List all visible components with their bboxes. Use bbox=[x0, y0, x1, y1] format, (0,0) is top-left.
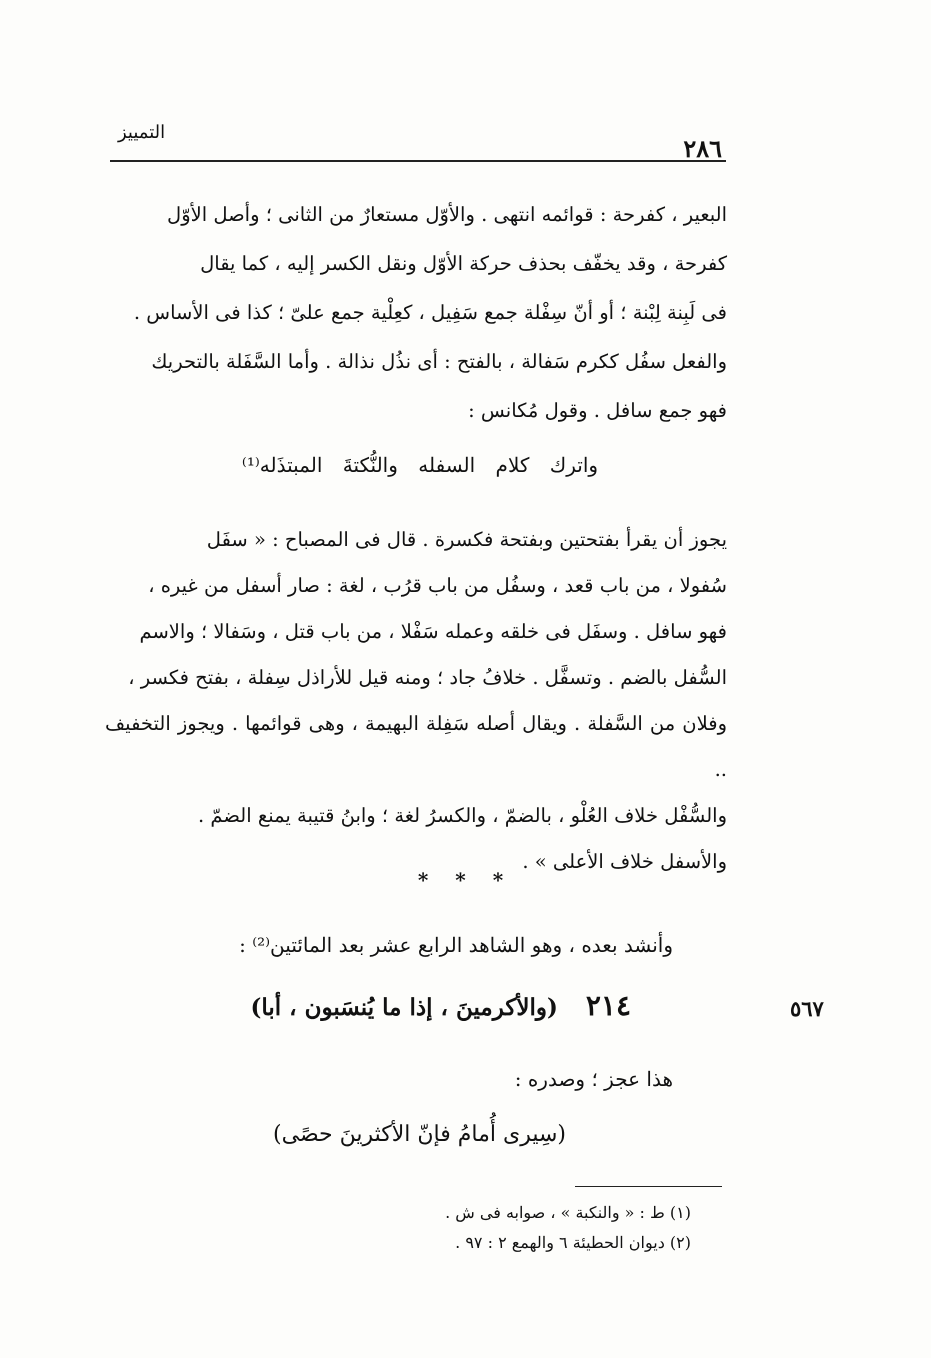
text-line: والأسفل خلاف الأعلى » . bbox=[522, 850, 727, 873]
hatha-line: هذا عجز ؛ وصدره : bbox=[514, 1067, 673, 1091]
text-line: فهو سافل . وسفَل فى خلقه وعمله سَفْلا ، من باب قتل ، وسَفالا ؛ والاسم bbox=[139, 620, 727, 643]
paragraph-2 bbox=[105, 517, 727, 885]
page-number: ٢٨٦ bbox=[683, 134, 722, 163]
footnote-1: (١) ط : « والنكبة » ، صوابه فى ش . bbox=[445, 1203, 691, 1222]
text-line: يجوز أن يقرأ بفتحتين وبفتحة فكسرة . قال فى المصباح : « سفَل bbox=[206, 528, 727, 551]
text-line: السُّفل بالضم . وتسفَّل . خلافُ جاد ؛ ومنه قيل للأراذل سِفلة ، بفتح فكسر ، bbox=[128, 666, 727, 689]
section-separator: * * * bbox=[417, 868, 514, 892]
verse-text: (والأكرمينَ ، إذا ما يُنسَبون ، أبا) bbox=[250, 994, 558, 1021]
text-line: والسُّفْل خلاف العُلْو ، بالضمّ ، والكسرُ لغة ؛ وابنُ قتيبة يمنع الضمّ . bbox=[197, 804, 727, 827]
footnotes bbox=[445, 1198, 691, 1258]
running-title: التمييز bbox=[118, 122, 166, 143]
text-line: والفعل سفُل ككرم سَفالة ، بالفتح : أى نذُل نذالة . وأما السَّفَلة بالتحريك bbox=[151, 350, 727, 373]
sadr-line: (سِيرى أُمامُ فإنّ الأكثرينَ حصًى) bbox=[273, 1122, 566, 1147]
footnote-2: (٢) ديوان الحطيئة ٦ والهمع ٢ : ٩٧ . bbox=[455, 1233, 691, 1252]
header-rule bbox=[110, 160, 726, 162]
text-line: وفلان من السَّفلة . ويقال أصله سَفِلة البهيمة ، وهى قوائمها . ويجوز التخفيف .. bbox=[105, 712, 727, 781]
quoted-verse: واترك كلام السفله والنُّكتةَ المبتذَله⁽¹⁾ bbox=[241, 453, 599, 477]
verse-number: ٢١٤ bbox=[585, 989, 631, 1022]
page-header bbox=[110, 118, 722, 163]
margin-number: ٥٦٧ bbox=[790, 996, 824, 1021]
verse-214 bbox=[250, 978, 631, 1036]
text-line: سُفولا ، من باب قعد ، وسفُل من باب قرُب ، لغة : صار أسفل من غيره ، bbox=[148, 574, 727, 597]
intro-line: وأنشد بعده ، وهو الشاهد الرابع عشر بعد المائتين⁽²⁾ : bbox=[239, 933, 673, 957]
text-line: فى لَبِنة لِبْنة ؛ أو أنّ سِفْلة جمع سَفِيل ، كعِلْية جمع علىّ ؛ كذا فى الأساس . bbox=[133, 301, 727, 324]
text-line: فهو جمع سافل . وقول مُكانس : bbox=[468, 399, 727, 422]
text-line: كفرحة ، وقد يخفّف بحذف حركة الأوّل ونقل الكسر إليه ، كما يقال bbox=[200, 252, 727, 275]
footnote-rule bbox=[575, 1186, 722, 1187]
paragraph-1 bbox=[105, 190, 727, 435]
text-line: البعير ، كفرحة : قوائمه انتهى . والأوّل مستعارٌ من الثانى ؛ وأصل الأوّل bbox=[167, 203, 727, 226]
